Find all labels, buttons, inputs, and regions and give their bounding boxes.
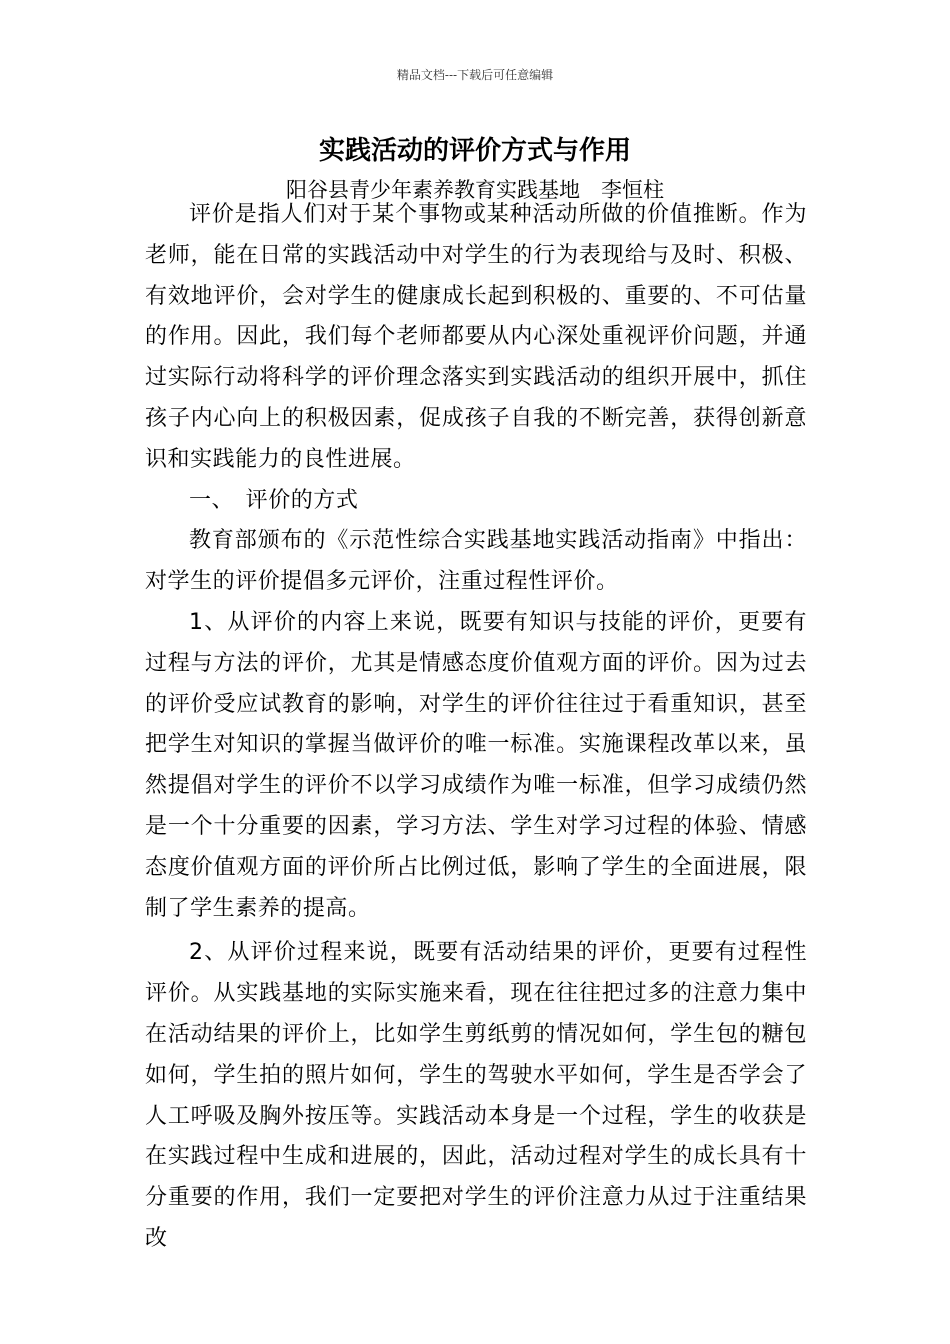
section-heading-evaluation-methods: 一、 评价的方式 <box>189 487 359 513</box>
paragraph-intro: 评价是指人们对于某个事物或某种活动所做的价值推断。作为老师，能在日常的实践活动中对学生的行为表现给与及时、积极、有效地评价，会对学生的健康成长起到积极的、重要的、不可估量的作用。因此，我们每个老师都要从内心深处重视评价问题，并通过实际行动将科学的评价理念落实到实践活动的组织开展中，抓住孩子内心向上的积极因素，促成孩子自我的不断完善，获得创新意识和实践能力的良性进展。 <box>145 202 807 472</box>
paragraph-point-2: 2、从评价过程来说，既要有活动结果的评价，更要有过程性评价。从实践基地的实际实施来看，现在往往把过多的注意力集中在活动结果的评价上，比如学生剪纸剪的情况如何，学生包的糖包如何，学生拍的照片如何，学生的驾驶水平如何，学生是否学会了人工呼吸及胸外按压等。实践活动本身是一个过程，学生的收获是在实践过程中生成和进展的，因此，活动过程对学生的成长具有十分重要的作用，我们一定要把对学生的评价注意力从过于注重结果改 <box>145 940 807 1251</box>
header-note: 精品文档---下载后可任意编辑 <box>396 68 554 82</box>
document-author: 阳谷县青少年素养教育实践基地 李恒柱 <box>286 178 664 202</box>
document-title: 实践活动的评价方式与作用 <box>318 136 631 166</box>
document-body <box>145 195 807 1260</box>
paragraph-guideline: 教育部颁布的《示范性综合实践基地实践活动指南》中指出：对学生的评价提倡多元评价，注重过程性评价。 <box>145 528 807 595</box>
paragraph-point-1: 1、从评价的内容上来说，既要有知识与技能的评价，更要有过程与方法的评价，尤其是情感态度价值观方面的评价。因为过去的评价受应试教育的影响，对学生的评价往往过于看重知识，甚至把学生对知识的掌握当做评价的唯一标准。实施课程改革以来，虽然提倡对学生的评价不以学习成绩作为唯一标准，但学习成绩仍然是一个十分重要的因素，学习方法、学生对学习过程的体验、情感态度价值观方面的评价所占比例过低，影响了学生的全面进展，限制了学生素养的提高。 <box>145 609 807 921</box>
